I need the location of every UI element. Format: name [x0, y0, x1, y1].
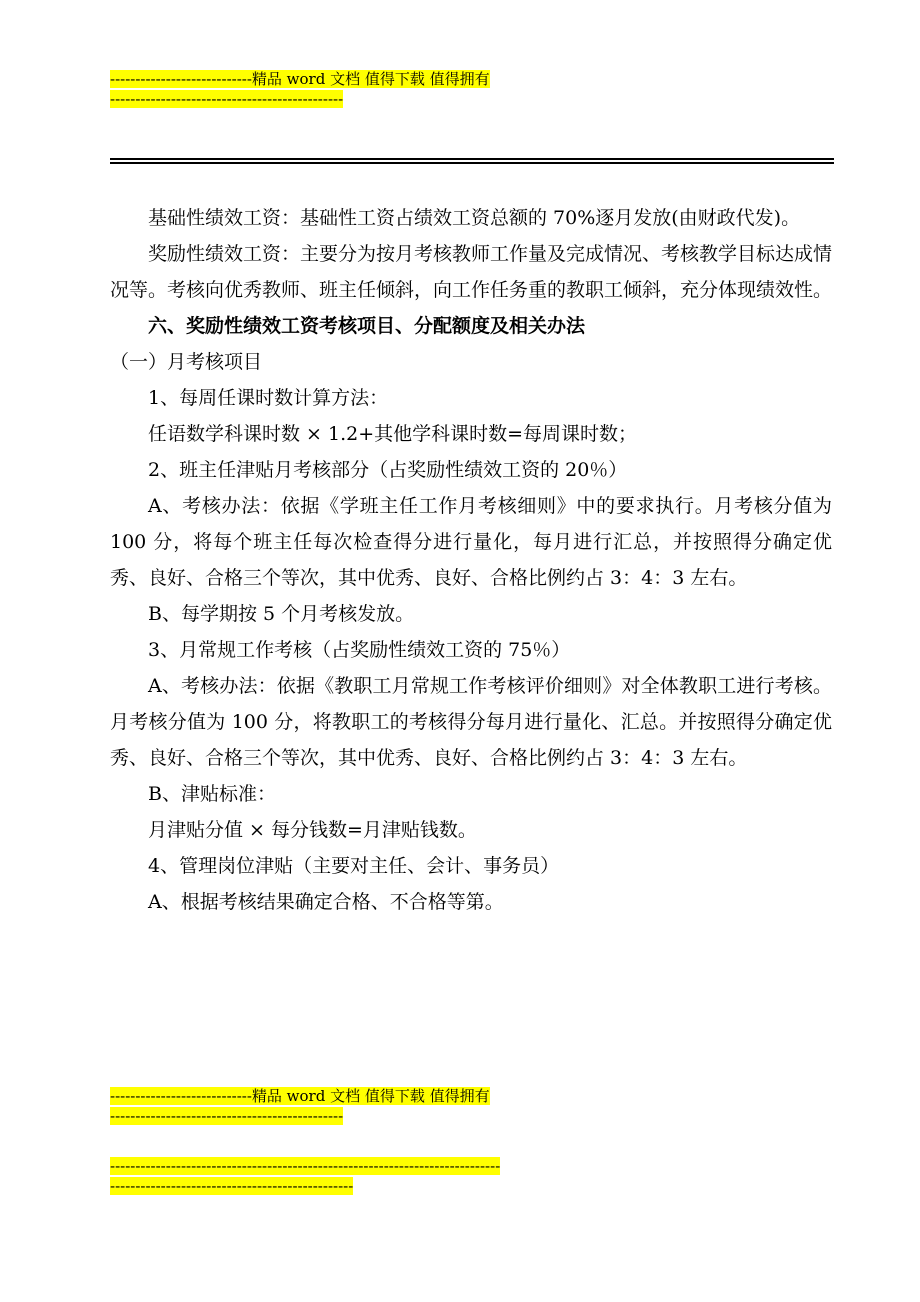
header-banner-line-1: ----------------------------精品 word 文档 值得下载 值得拥有	[110, 70, 490, 88]
item-3-standard: B、津贴标准：	[148, 783, 276, 805]
footer-banner	[110, 1086, 490, 1126]
item-1-formula: 任语数学科课时数 × 1.2+其他学科课时数=每周课时数；	[148, 423, 638, 445]
item-3-formula: 月津贴分值 × 每分钱数=月津贴钱数。	[148, 819, 477, 841]
header-rule-top	[110, 158, 834, 160]
footer-dash-line-2: ------------------------------------------------	[110, 1177, 354, 1195]
footer-dash-line-1: -----------------------------------------------------------------------------	[110, 1157, 501, 1175]
item-2-title: 2、班主任津贴月考核部分（占奖励性绩效工资的 20％）	[148, 459, 628, 481]
item-4-method: A、根据考核结果确定合格、不合格等第。	[148, 891, 504, 913]
item-1-title: 1、每周任课时数计算方法：	[148, 387, 389, 409]
header-rule-bottom	[110, 162, 834, 164]
item-2-payment: B、每学期按 5 个月考核发放。	[148, 603, 415, 625]
subsection-monthly-items: （一）月考核项目	[110, 351, 263, 373]
footer-dash-banner	[110, 1156, 500, 1196]
document-body	[110, 200, 832, 920]
item-2-method: A、考核办法：依据《学班主任工作月考核细则》中的要求执行。月考核分值为 100 分，将每个班主任每次检查得分进行量化，每月进行汇总，并按照得分确定优秀、良好、合格三个等次，其中优秀、良好、合格比例约占 3：4：3 左右。	[110, 495, 832, 589]
paragraph-incentive-performance-pay: 奖励性绩效工资：主要分为按月考核教师工作量及完成情况、考核教学目标达成情况等。考核向优秀教师、班主任倾斜，向工作任务重的教职工倾斜，充分体现绩效性。	[110, 243, 833, 301]
header-banner-line-2: ----------------------------------------------	[110, 90, 344, 108]
section-heading-six: 六、奖励性绩效工资考核项目、分配额度及相关办法	[148, 315, 586, 337]
item-3-title: 3、月常规工作考核（占奖励性绩效工资的 75％）	[148, 639, 571, 661]
footer-banner-line-1: ----------------------------精品 word 文档 值得下载 值得拥有	[110, 1087, 490, 1105]
paragraph-basic-performance-pay: 基础性绩效工资：基础性工资占绩效工资总额的 70%逐月发放(由财政代发)。	[148, 207, 801, 229]
item-4-title: 4、管理岗位津贴（主要对主任、会计、事务员）	[148, 855, 560, 877]
item-3-method: A、考核办法：依据《教职工月常规工作考核评价细则》对全体教职工进行考核。月考核分值为 100 分，将教职工的考核得分每月进行量化、汇总。并按照得分确定优秀、良好、合格三个等次，其中优秀、良好、合格比例约占 3：4：3 左右。	[110, 675, 832, 769]
footer-banner-line-2: ----------------------------------------------	[110, 1107, 344, 1125]
header-banner	[110, 69, 490, 109]
